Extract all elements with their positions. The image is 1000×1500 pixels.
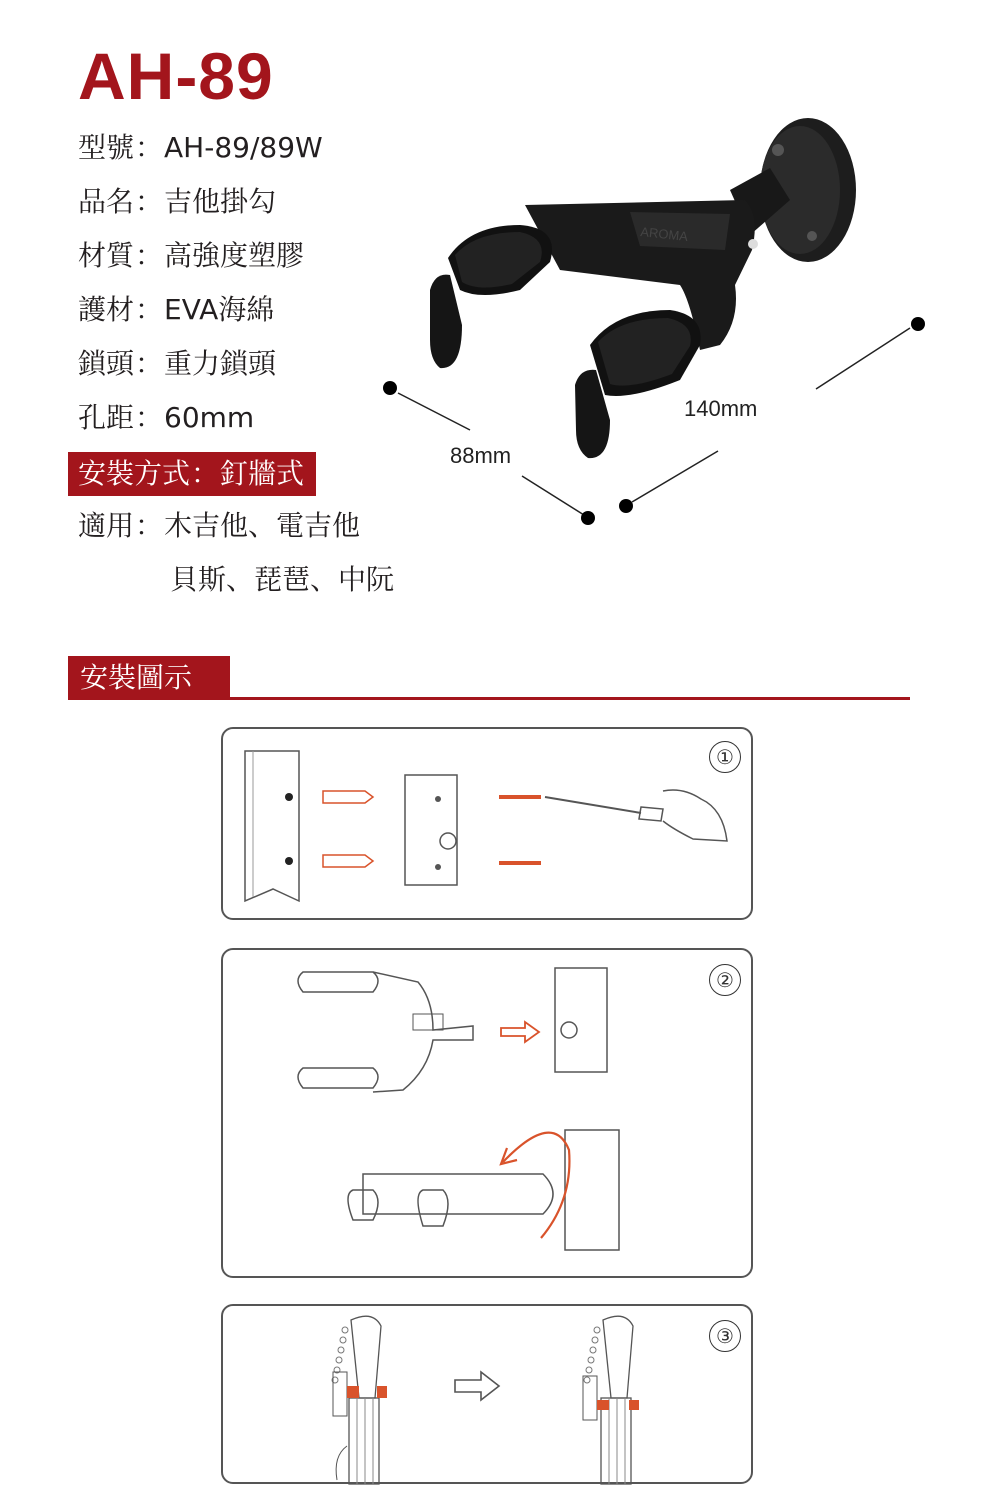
spec-label: 品名 [78,185,135,218]
install-section-title: 安裝圖示 [68,656,230,700]
spec-value: 吉他掛勾 [164,185,277,218]
spec-value: EVA海綿 [164,293,275,326]
spec-value: 重力鎖頭 [164,347,277,380]
spec-label: 安裝方式 [78,457,191,490]
install-step-3-panel [221,1304,753,1484]
depth-label: 88mm [450,443,512,468]
spec-separator: ： [135,131,164,164]
step-number: ③ [709,1320,741,1352]
depth-dimension [383,381,595,525]
spec-value: 高強度塑膠 [164,239,305,272]
brand-mark: AROMA [639,224,689,244]
spec-separator: ： [135,293,164,326]
product-title: AH-89 [78,39,274,113]
spec-label: 孔距 [78,401,135,434]
spec-value: 木吉他、電吉他 [164,509,361,542]
spec-value: 60mm [164,401,255,434]
spec-suitable-continued: 貝斯、琵琶、中阮 [170,563,395,596]
step-3-illustration [223,1306,755,1486]
install-step-1-panel [221,727,753,920]
spec-separator: ： [135,509,164,542]
step-number: ② [709,964,741,996]
spec-separator: ： [135,239,164,272]
spec-separator: ： [191,457,220,490]
product-photo [0,0,1000,640]
step-number: ① [709,741,741,773]
step-1-illustration [223,729,755,922]
spec-label: 護材 [78,293,135,326]
spec-label: 鎖頭 [78,347,135,380]
spec-value: 釘牆式 [220,457,305,490]
spec-label: 型號 [78,131,135,164]
spec-value: AH-89/89W [164,131,323,164]
spec-separator: ： [135,185,164,218]
spec-separator: ： [135,347,164,380]
section-divider [68,697,910,700]
step-2-illustration [223,950,755,1280]
spec-label: 適用 [78,509,135,542]
spec-separator: ： [135,401,164,434]
install-step-2-panel [221,948,753,1278]
spec-label: 材質 [78,239,135,272]
width-label: 140mm [684,396,758,421]
